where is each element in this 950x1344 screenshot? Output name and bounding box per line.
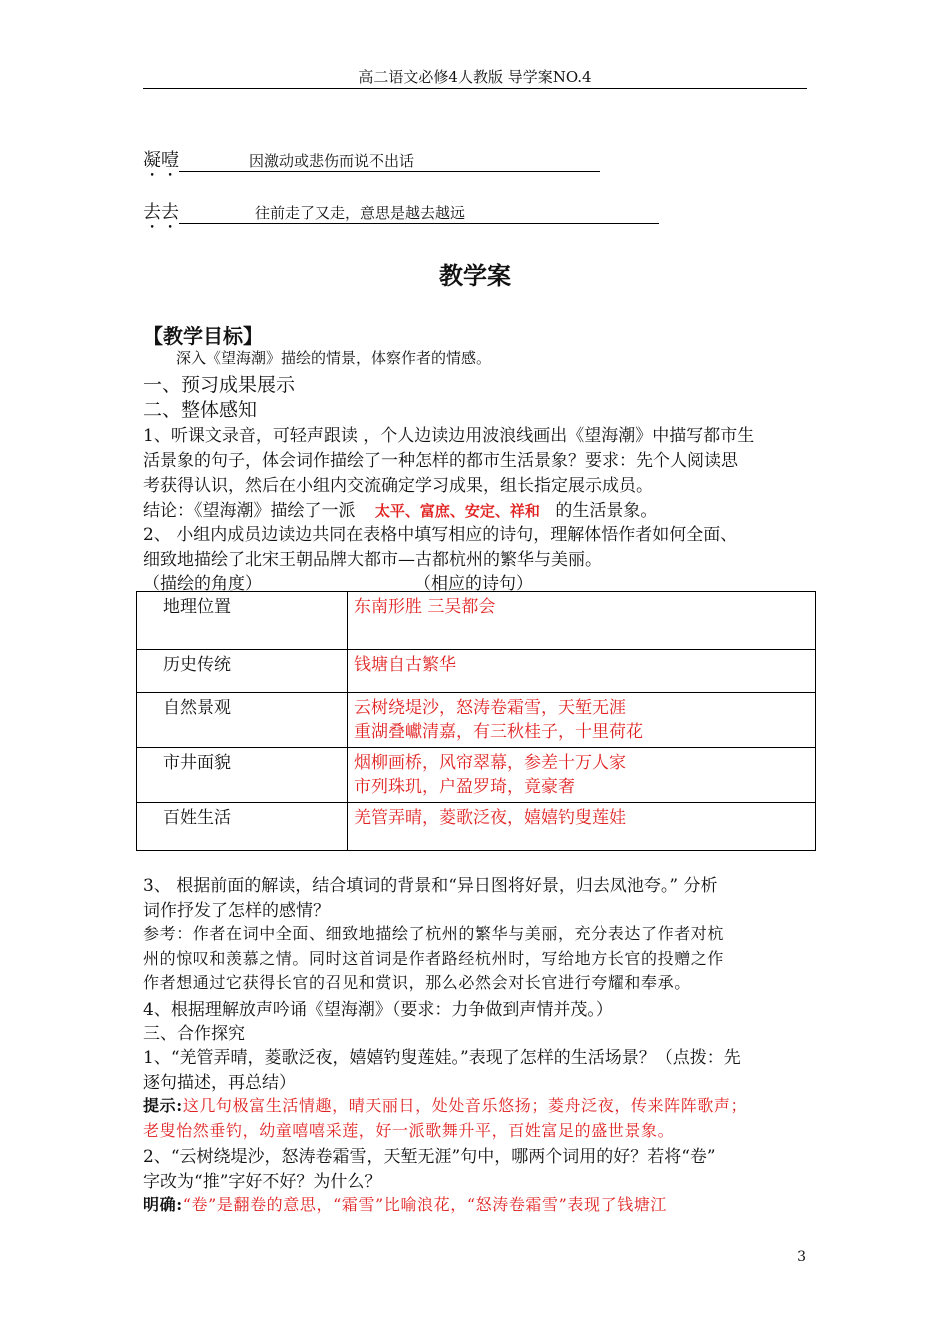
poem-line: 东南形胜 三吴都会 xyxy=(354,597,496,617)
poem-line: 云树绕堤沙，怒涛卷霜雪，天堑无涯 xyxy=(354,698,626,718)
table-row xyxy=(137,650,816,693)
q4-line: 4、根据理解放声吟诵《望海潮》（要求：力争做到声情并茂。） xyxy=(143,1000,613,1020)
angle-cell: 百姓生活 xyxy=(137,803,348,851)
poem-table xyxy=(136,591,816,851)
angle-cell: 历史传统 xyxy=(137,650,348,693)
objective-text: 深入《望海潮》描绘的情景，体察作者的情感。 xyxy=(176,349,492,367)
angle-cell: 自然景观 xyxy=(137,693,348,748)
coop2-line: 2、“云树绕堤沙，怒涛卷霜雪，天堑无涯”句中，哪两个词用的好？若将“卷” xyxy=(143,1147,716,1167)
conclusion-suffix: 的生活景象。 xyxy=(555,501,658,521)
objective-label: 【教学目标】 xyxy=(143,324,263,348)
conclusion-prefix: 结论：《望海潮》描绘了一派 xyxy=(143,501,356,521)
lines-cell xyxy=(348,592,816,650)
table-row xyxy=(137,592,816,650)
coop1-hint-line: 老叟怡然垂钓，幼童嘻嘻采莲，好一派歌舞升平，百姓富足的盛世景象。 xyxy=(143,1121,675,1140)
q1-line: 考获得认识，然后在小组内交流确定学习成果，组长指定展示成员。 xyxy=(143,476,653,496)
section-heading: 一、预习成果展示 xyxy=(143,374,296,396)
angle-cell: 市井面貌 xyxy=(137,748,348,803)
angle-cell: 地理位置 xyxy=(137,592,348,650)
coop1-line: 逐句描述，再总结） xyxy=(143,1073,296,1093)
lines-cell xyxy=(348,693,816,748)
q1-line: 活景象的句子，体会词作描绘了一种怎样的都市生活景象？要求：先个人阅读思 xyxy=(143,451,738,471)
poem-line: 市列珠玑，户盈罗琦，竟豪奢 xyxy=(354,777,575,797)
conclusion-answer: 太平、富庶、安定、祥和 xyxy=(374,502,540,520)
vocab-definition: 往前走了又走，意思是越去越远 xyxy=(179,202,659,224)
section-heading: 二、整体感知 xyxy=(143,399,258,421)
q3-reference-line: 州的惊叹和羡慕之情。同时这首词是作者路经杭州时，写给地方长官的投赠之作 xyxy=(143,949,725,968)
table-row xyxy=(137,748,816,803)
lines-cell xyxy=(348,748,816,803)
q1-conclusion xyxy=(143,496,657,521)
lines-cell xyxy=(348,803,816,851)
coop2-answer xyxy=(143,1192,667,1215)
poem-line: 钱塘自古繁华 xyxy=(354,655,456,675)
q2-line: 2、 小组内成员边读边共同在表格中填写相应的诗句，理解体悟作者如何全面、 xyxy=(143,525,738,545)
lines-cell xyxy=(348,650,816,693)
q2-line: 细致地描绘了北宋王朝品牌大都市—古都杭州的繁华与美丽。 xyxy=(143,550,602,570)
section-heading: 三、合作探究 xyxy=(143,1024,245,1044)
poem-line: 重湖叠巘清嘉，有三秋桂子，十里荷花 xyxy=(354,722,643,742)
vocab-term: 凝噎 xyxy=(143,150,179,171)
coop1-line: 1、“羌管弄晴，菱歌泛夜，嬉嬉钓叟莲娃。”表现了怎样的生活场景？（点拨：先 xyxy=(143,1048,741,1068)
q1-line: 1、听课文录音，可轻声跟读 ，个人边读边用波浪线画出《望海潮》中描写都市生 xyxy=(143,426,755,446)
column-label-angle: （描绘的角度） xyxy=(143,574,262,594)
table-row xyxy=(137,803,816,851)
answer-label: 明确: xyxy=(143,1195,183,1214)
hint-label: 提示: xyxy=(143,1096,183,1115)
poem-line: 羌管弄晴，菱歌泛夜，嬉嬉钓叟莲娃 xyxy=(354,808,626,828)
vocab-item xyxy=(143,198,659,233)
poem-line: 烟柳画桥，风帘翠幕，参差十万人家 xyxy=(354,753,626,773)
coop2-line: 字改为“推”字好不好？为什么？ xyxy=(143,1172,382,1192)
page-number: 3 xyxy=(797,1249,806,1265)
q3-line: 词作抒发了怎样的感情？ xyxy=(143,901,330,921)
column-label-lines: （相应的诗句） xyxy=(414,574,533,594)
q3-reference-line: 参考：作者在词中全面、细致地描绘了杭州的繁华与美丽，充分表达了作者对杭 xyxy=(143,924,725,943)
vocab-item xyxy=(143,146,600,181)
page-header: 高二语文必修4人教版 导学案NO.4 xyxy=(358,68,592,86)
q3-reference-line: 作者想通过它获得长官的召见和赏识，那么必然会对长官进行夸耀和奉承。 xyxy=(143,973,691,992)
vocab-definition: 因激动或悲伤而说不出话 xyxy=(179,150,600,172)
hint-text: 这几句极富生活情趣，晴天丽日，处处音乐悠扬；菱舟泛夜，传来阵阵歌声； xyxy=(182,1096,748,1115)
q3-line: 3、 根据前面的解读，结合填词的背景和“异日图将好景，归去凤池夸。” 分析 xyxy=(143,876,718,896)
vocab-term: 去去 xyxy=(143,202,179,223)
answer-text: “卷”是翻卷的意思，“霜雪”比喻浪花，“怒涛卷霜雪”表现了钱塘江 xyxy=(182,1195,667,1214)
header-rule xyxy=(143,88,807,89)
coop1-hint xyxy=(143,1093,747,1116)
page-title: 教学案 xyxy=(439,262,511,290)
table-row xyxy=(137,693,816,748)
